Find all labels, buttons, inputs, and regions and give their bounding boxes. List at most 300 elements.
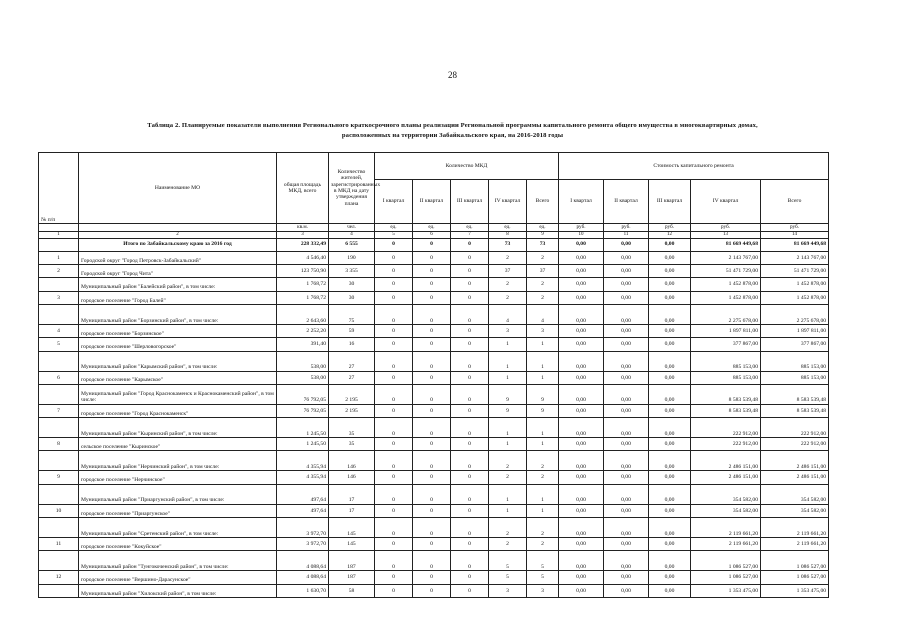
mkd-q4: 9 <box>489 404 527 417</box>
cost-q2: 0,00 <box>604 484 649 504</box>
total-area: 497,64 <box>277 484 329 504</box>
mkd-q4: 73 <box>489 238 527 251</box>
mkd-total: 1 <box>527 338 559 351</box>
mkd-total: 73 <box>527 238 559 251</box>
cost-q4: 1 086 527,00 <box>691 551 761 571</box>
total-area: 538,00 <box>277 371 329 384</box>
mkd-q1: 0 <box>375 504 413 517</box>
cost-q1: 0,00 <box>559 584 604 597</box>
cost-q1: 0,00 <box>559 265 604 278</box>
mkd-q4: 1 <box>489 438 527 451</box>
cost-q2: 0,00 <box>604 438 649 451</box>
mkd-q4: 9 <box>489 384 527 404</box>
units-cell: руб. <box>691 224 761 232</box>
mkd-q2: 0 <box>413 265 451 278</box>
cost-q4: 51 471 729,00 <box>691 265 761 278</box>
table-row <box>39 451 829 471</box>
cost-q1: 0,00 <box>559 551 604 571</box>
cost-q3: 0,00 <box>649 471 691 484</box>
residents-count: 145 <box>329 518 375 538</box>
mkd-total: 2 <box>527 471 559 484</box>
cost-total: 51 471 729,00 <box>761 265 829 278</box>
table-row <box>39 304 829 324</box>
table-body <box>39 238 829 597</box>
mkd-q2: 0 <box>413 571 451 584</box>
column-number: 12 <box>649 231 691 238</box>
column-number: 14 <box>761 231 829 238</box>
table-row <box>39 504 829 517</box>
table-row <box>39 291 829 304</box>
units-cell: ед. <box>489 224 527 232</box>
municipality-name: Муниципальный район "Балейский район", в том числе: <box>79 278 277 291</box>
mkd-q3: 0 <box>451 551 489 571</box>
mkd-q2: 0 <box>413 438 451 451</box>
row-number: 6 <box>39 371 79 384</box>
mkd-q2: 0 <box>413 371 451 384</box>
row-number: 12 <box>39 571 79 584</box>
municipality-name: городское поселение "Борзинское" <box>79 324 277 337</box>
mkd-total: 2 <box>527 451 559 471</box>
mkd-q1: 0 <box>375 518 413 538</box>
cost-q1: 0,00 <box>559 371 604 384</box>
mkd-q2: 0 <box>413 384 451 404</box>
table-row <box>39 484 829 504</box>
header-col-name: Наименование МО <box>79 153 277 224</box>
mkd-q1: 0 <box>375 438 413 451</box>
mkd-q1: 0 <box>375 238 413 251</box>
cost-q2: 0,00 <box>604 471 649 484</box>
mkd-q4: 2 <box>489 291 527 304</box>
mkd-q1: 0 <box>375 304 413 324</box>
mkd-q3: 0 <box>451 238 489 251</box>
cost-q2: 0,00 <box>604 291 649 304</box>
mkd-q4: 5 <box>489 551 527 571</box>
mkd-q3: 0 <box>451 518 489 538</box>
mkd-q4: 1 <box>489 484 527 504</box>
mkd-q3: 0 <box>451 291 489 304</box>
total-area: 1 245,50 <box>277 418 329 438</box>
table-row <box>39 278 829 291</box>
municipality-name: Муниципальный район "Хилокский район", в том числе: <box>79 584 277 597</box>
cost-total: 1 452 878,00 <box>761 291 829 304</box>
mkd-total: 37 <box>527 265 559 278</box>
header-mkd-total: Всего <box>527 180 559 224</box>
total-area: 4 088,64 <box>277 551 329 571</box>
table-title-line-1: Таблица 2. Планируемые показатели выполнения Регионального краткосрочного планы реализации Региональной программы капитального ремонта общего имущества в многоквартирных домах, <box>147 122 758 129</box>
cost-q4: 2 486 151,00 <box>691 451 761 471</box>
cost-q1: 0,00 <box>559 538 604 551</box>
cost-q2: 0,00 <box>604 404 649 417</box>
residents-count: 17 <box>329 504 375 517</box>
row-number: 1 <box>39 251 79 264</box>
mkd-total: 2 <box>527 251 559 264</box>
cost-q3: 0,00 <box>649 384 691 404</box>
table-row <box>39 551 829 571</box>
header-cost-q4: IV квартал <box>691 180 761 224</box>
mkd-q1: 0 <box>375 324 413 337</box>
municipality-name: городское поселение "Приаргунское" <box>79 504 277 517</box>
cost-q4: 2 143 767,00 <box>691 251 761 264</box>
header-col-area: общая площадь МКД, всего <box>277 153 329 224</box>
cost-total: 885 153,00 <box>761 351 829 371</box>
mkd-total: 1 <box>527 351 559 371</box>
table-row <box>39 571 829 584</box>
total-area: 4 355,94 <box>277 471 329 484</box>
cost-q1: 0,00 <box>559 484 604 504</box>
cost-q1: 0,00 <box>559 304 604 324</box>
row-number <box>39 551 79 571</box>
table-row <box>39 584 829 597</box>
table-row <box>39 384 829 404</box>
mkd-q3: 0 <box>451 571 489 584</box>
mkd-q2: 0 <box>413 471 451 484</box>
mkd-q2: 0 <box>413 351 451 371</box>
column-number: 1 <box>39 231 79 238</box>
cost-q1: 0,00 <box>559 451 604 471</box>
row-number: 9 <box>39 471 79 484</box>
header-cost-q2: II квартал <box>604 180 649 224</box>
mkd-total: 5 <box>527 551 559 571</box>
row-number <box>39 484 79 504</box>
cost-q2: 0,00 <box>604 371 649 384</box>
cost-q4: 2 486 151,00 <box>691 471 761 484</box>
cost-q1: 0,00 <box>559 278 604 291</box>
header-col-no: № п/п <box>39 153 79 224</box>
mkd-q4: 3 <box>489 584 527 597</box>
mkd-q2: 0 <box>413 518 451 538</box>
row-number <box>39 384 79 404</box>
mkd-q2: 0 <box>413 278 451 291</box>
column-number: 3 <box>277 231 329 238</box>
column-number: 5 <box>375 231 413 238</box>
units-cell: ед. <box>451 224 489 232</box>
header-cost-q1: I квартал <box>559 180 604 224</box>
residents-count: 27 <box>329 371 375 384</box>
municipality-name: городское поселение "Шерловогорское" <box>79 338 277 351</box>
row-number: 11 <box>39 538 79 551</box>
mkd-q1: 0 <box>375 451 413 471</box>
municipality-name: Муниципальный район "Кыринский район", в том числе: <box>79 418 277 438</box>
mkd-total: 3 <box>527 584 559 597</box>
municipality-name: Муниципальный район "Тунгокоченский район", в том числе: <box>79 551 277 571</box>
mkd-q1: 0 <box>375 265 413 278</box>
column-number: 4 <box>329 231 375 238</box>
mkd-q3: 0 <box>451 404 489 417</box>
cost-q3: 0,00 <box>649 338 691 351</box>
cost-q3: 0,00 <box>649 451 691 471</box>
total-area: 123 750,90 <box>277 265 329 278</box>
cost-q1: 0,00 <box>559 251 604 264</box>
cost-total: 885 153,00 <box>761 371 829 384</box>
total-area: 2 252,20 <box>277 324 329 337</box>
mkd-q3: 0 <box>451 371 489 384</box>
cost-q3: 0,00 <box>649 584 691 597</box>
cost-q4: 354 582,00 <box>691 504 761 517</box>
cost-q3: 0,00 <box>649 324 691 337</box>
total-area: 1 630,70 <box>277 584 329 597</box>
mkd-q4: 2 <box>489 451 527 471</box>
cost-q4: 222 912,00 <box>691 438 761 451</box>
municipality-name: Муниципальный район "Сретенский район", в том числе: <box>79 518 277 538</box>
mkd-q1: 0 <box>375 484 413 504</box>
cost-q4: 1 452 878,00 <box>691 278 761 291</box>
cost-q2: 0,00 <box>604 265 649 278</box>
municipality-name: Муниципальный район "Город Краснокаменск и Краснокаменский район", в том числе: <box>79 384 277 404</box>
cost-q3: 0,00 <box>649 504 691 517</box>
total-area: 4 088,64 <box>277 571 329 584</box>
cost-total: 1 897 811,00 <box>761 324 829 337</box>
cost-q1: 0,00 <box>559 291 604 304</box>
mkd-q4: 37 <box>489 265 527 278</box>
units-cell: руб. <box>559 224 604 232</box>
mkd-q3: 0 <box>451 338 489 351</box>
cost-total: 81 669 449,68 <box>761 238 829 251</box>
mkd-total: 1 <box>527 418 559 438</box>
cost-q4: 1 353 475,00 <box>691 584 761 597</box>
mkd-q3: 0 <box>451 584 489 597</box>
mkd-q4: 2 <box>489 251 527 264</box>
cost-total: 354 582,00 <box>761 504 829 517</box>
residents-count: 187 <box>329 571 375 584</box>
cost-q2: 0,00 <box>604 238 649 251</box>
table-row <box>39 404 829 417</box>
column-number: 6 <box>413 231 451 238</box>
cost-total: 2 486 151,00 <box>761 451 829 471</box>
column-number: 7 <box>451 231 489 238</box>
municipality-name: Муниципальный район "Нерчинский район", в том числе: <box>79 451 277 471</box>
table-row <box>39 251 829 264</box>
total-area: 497,64 <box>277 504 329 517</box>
units-cell: руб. <box>604 224 649 232</box>
total-area: 4 355,94 <box>277 451 329 471</box>
cost-q4: 1 897 811,00 <box>691 324 761 337</box>
table-title-line-2: расположенных на территории Забайкальского края, на 2016-2018 годы <box>341 132 564 139</box>
cost-q1: 0,00 <box>559 384 604 404</box>
cost-q1: 0,00 <box>559 471 604 484</box>
row-number <box>39 278 79 291</box>
mkd-total: 3 <box>527 324 559 337</box>
column-number: 10 <box>559 231 604 238</box>
header-group-mkd: Количество МКД <box>375 153 559 180</box>
column-number: 2 <box>79 231 277 238</box>
mkd-q1: 0 <box>375 418 413 438</box>
mkd-q1: 0 <box>375 471 413 484</box>
mkd-q3: 0 <box>451 418 489 438</box>
column-number: 13 <box>691 231 761 238</box>
cost-q4: 1 452 878,00 <box>691 291 761 304</box>
mkd-total: 2 <box>527 291 559 304</box>
cost-q4: 8 583 539,48 <box>691 404 761 417</box>
cost-q4: 377 867,00 <box>691 338 761 351</box>
column-number: 8 <box>489 231 527 238</box>
row-number <box>39 351 79 371</box>
cost-q2: 0,00 <box>604 304 649 324</box>
table-row <box>39 371 829 384</box>
cost-q2: 0,00 <box>604 504 649 517</box>
table-row <box>39 265 829 278</box>
mkd-q2: 0 <box>413 404 451 417</box>
units-cell <box>39 224 79 232</box>
total-area: 391,40 <box>277 338 329 351</box>
table-row <box>39 438 829 451</box>
cost-q4: 2 119 661,20 <box>691 538 761 551</box>
cost-q4: 354 582,00 <box>691 484 761 504</box>
total-area: 538,00 <box>277 351 329 371</box>
mkd-q1: 0 <box>375 551 413 571</box>
total-area: 4 546,40 <box>277 251 329 264</box>
residents-count: 3 355 <box>329 265 375 278</box>
municipality-name: городское поселение "Карымское" <box>79 371 277 384</box>
cost-q2: 0,00 <box>604 451 649 471</box>
cost-total: 354 582,00 <box>761 484 829 504</box>
mkd-q3: 0 <box>451 451 489 471</box>
cost-q3: 0,00 <box>649 251 691 264</box>
row-number <box>39 518 79 538</box>
mkd-q3: 0 <box>451 504 489 517</box>
municipality-name: Муниципальный район "Приаргунский район", в том числе: <box>79 484 277 504</box>
cost-total: 1 452 878,00 <box>761 278 829 291</box>
mkd-q4: 2 <box>489 518 527 538</box>
residents-count: 17 <box>329 484 375 504</box>
municipality-name: сельское поселение "Кыринское" <box>79 438 277 451</box>
capital-repair-table <box>38 152 829 598</box>
total-area: 1 768,72 <box>277 278 329 291</box>
table-header <box>39 153 829 239</box>
cost-q1: 0,00 <box>559 571 604 584</box>
mkd-q4: 2 <box>489 278 527 291</box>
mkd-total: 2 <box>527 278 559 291</box>
mkd-q4: 3 <box>489 324 527 337</box>
cost-q2: 0,00 <box>604 338 649 351</box>
mkd-q2: 0 <box>413 324 451 337</box>
mkd-q1: 0 <box>375 291 413 304</box>
row-number <box>39 584 79 597</box>
cost-total: 222 912,00 <box>761 418 829 438</box>
header-mkd-q4: IV квартал <box>489 180 527 224</box>
row-number: 10 <box>39 504 79 517</box>
row-number: 4 <box>39 324 79 337</box>
municipality-name: городское поселение "Нерчинское" <box>79 471 277 484</box>
cost-q4: 222 912,00 <box>691 418 761 438</box>
residents-count: 146 <box>329 451 375 471</box>
header-units-row <box>39 224 829 232</box>
mkd-q2: 0 <box>413 484 451 504</box>
row-number: 7 <box>39 404 79 417</box>
table-title <box>80 121 825 141</box>
cost-total: 1 353 475,00 <box>761 584 829 597</box>
row-number: 5 <box>39 338 79 351</box>
mkd-q3: 0 <box>451 384 489 404</box>
mkd-q1: 0 <box>375 384 413 404</box>
table-row <box>39 518 829 538</box>
cost-total: 222 912,00 <box>761 438 829 451</box>
header-cost-q3: III квартал <box>649 180 691 224</box>
municipality-name: Городской округ "Город Петровск-Забайкальский" <box>79 251 277 264</box>
residents-count: 2 195 <box>329 384 375 404</box>
residents-count: 35 <box>329 418 375 438</box>
mkd-q4: 1 <box>489 504 527 517</box>
mkd-q3: 0 <box>451 278 489 291</box>
header-mkd-q3: III квартал <box>451 180 489 224</box>
cost-q4: 1 086 527,00 <box>691 571 761 584</box>
mkd-q4: 1 <box>489 418 527 438</box>
mkd-q2: 0 <box>413 251 451 264</box>
cost-q3: 0,00 <box>649 518 691 538</box>
units-cell: ед. <box>413 224 451 232</box>
mkd-q4: 1 <box>489 371 527 384</box>
total-area: 76 792,05 <box>277 384 329 404</box>
row-number <box>39 238 79 251</box>
cost-q1: 0,00 <box>559 404 604 417</box>
mkd-total: 5 <box>527 571 559 584</box>
cost-total: 1 086 527,00 <box>761 551 829 571</box>
mkd-q2: 0 <box>413 291 451 304</box>
cost-q3: 0,00 <box>649 304 691 324</box>
mkd-q2: 0 <box>413 238 451 251</box>
residents-count: 16 <box>329 338 375 351</box>
mkd-q2: 0 <box>413 418 451 438</box>
row-number: 2 <box>39 265 79 278</box>
column-number: 11 <box>604 231 649 238</box>
mkd-total: 9 <box>527 404 559 417</box>
mkd-q1: 0 <box>375 338 413 351</box>
mkd-total: 4 <box>527 304 559 324</box>
cost-q3: 0,00 <box>649 351 691 371</box>
mkd-q4: 5 <box>489 571 527 584</box>
total-area: 1 245,50 <box>277 438 329 451</box>
cost-q1: 0,00 <box>559 418 604 438</box>
mkd-q1: 0 <box>375 584 413 597</box>
header-mkd-q2: II квартал <box>413 180 451 224</box>
mkd-q3: 0 <box>451 471 489 484</box>
header-cost-total: Всего <box>761 180 829 224</box>
mkd-q3: 0 <box>451 484 489 504</box>
residents-count: 2 195 <box>329 404 375 417</box>
cost-q4: 2 275 678,00 <box>691 304 761 324</box>
cost-q3: 0,00 <box>649 404 691 417</box>
mkd-total: 1 <box>527 504 559 517</box>
residents-count: 27 <box>329 351 375 371</box>
mkd-q2: 0 <box>413 551 451 571</box>
mkd-q2: 0 <box>413 538 451 551</box>
units-cell: кв.м. <box>277 224 329 232</box>
mkd-q2: 0 <box>413 451 451 471</box>
mkd-q2: 0 <box>413 584 451 597</box>
municipality-name: городское поселение "Город Балей" <box>79 291 277 304</box>
header-group-cost: Стоимость капитального ремонта <box>559 153 829 180</box>
table-row <box>39 351 829 371</box>
cost-q3: 0,00 <box>649 265 691 278</box>
cost-q1: 0,00 <box>559 324 604 337</box>
cost-q3: 0,00 <box>649 551 691 571</box>
residents-count: 146 <box>329 471 375 484</box>
cost-q1: 0,00 <box>559 438 604 451</box>
mkd-total: 2 <box>527 518 559 538</box>
units-cell: чел. <box>329 224 375 232</box>
header-col-residents: Количество жителей, зарегистрированных в МКД на дату утверждения плана <box>329 153 375 224</box>
row-number: 8 <box>39 438 79 451</box>
cost-q2: 0,00 <box>604 518 649 538</box>
residents-count: 187 <box>329 551 375 571</box>
cost-q3: 0,00 <box>649 278 691 291</box>
mkd-q1: 0 <box>375 538 413 551</box>
cost-q2: 0,00 <box>604 571 649 584</box>
cost-q2: 0,00 <box>604 324 649 337</box>
total-area: 3 972,70 <box>277 538 329 551</box>
residents-count: 30 <box>329 291 375 304</box>
mkd-q3: 0 <box>451 304 489 324</box>
cost-q2: 0,00 <box>604 538 649 551</box>
